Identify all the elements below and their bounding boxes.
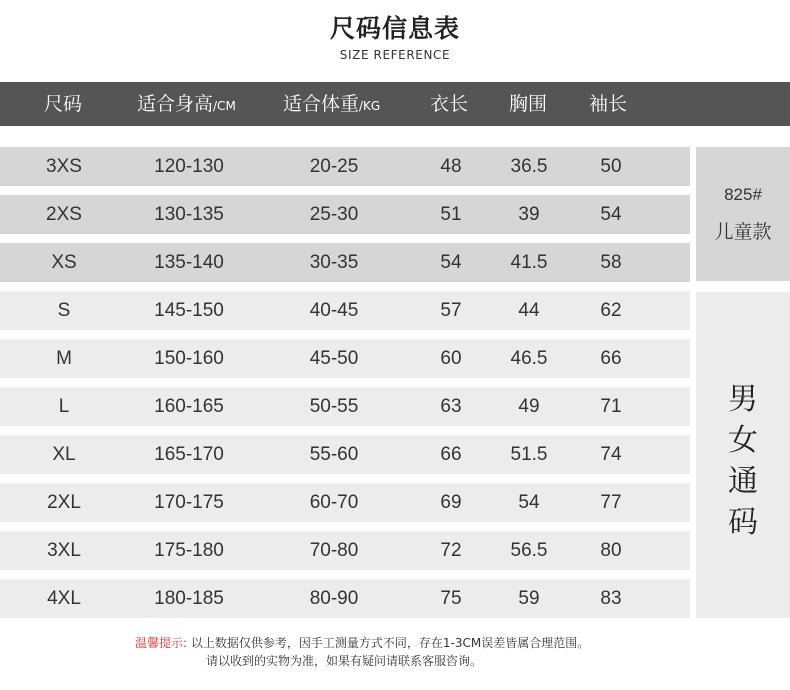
height-cell: 180-185 — [154, 588, 224, 609]
length-cell: 60 — [440, 348, 462, 369]
height-cell: 165-170 — [154, 444, 224, 465]
size-cell: M — [56, 348, 72, 369]
table-row — [0, 195, 690, 234]
warm-tip-label: 温馨提示: — [135, 636, 188, 650]
weight-cell: 40-45 — [309, 300, 359, 321]
sleeve-cell: 58 — [600, 252, 622, 273]
table-row — [0, 291, 690, 330]
length-cell: 48 — [440, 156, 462, 177]
column-header-chest: 胸围 — [509, 93, 548, 115]
length-cell: 66 — [440, 444, 462, 465]
height-cell: 135-140 — [154, 252, 224, 273]
height-cell: 170-175 — [154, 492, 224, 513]
length-cell: 75 — [440, 588, 462, 609]
column-header-weight: 适合体重/KG — [283, 93, 381, 115]
column-header-sleeve: 袖长 — [589, 93, 628, 115]
unisex-char: 通 — [728, 464, 758, 499]
warm-tip — [135, 634, 589, 652]
chest-cell: 49 — [518, 396, 540, 417]
weight-cell: 60-70 — [309, 492, 359, 513]
length-cell: 63 — [440, 396, 462, 417]
height-cell: 120-130 — [154, 156, 224, 177]
unisex-group-label — [696, 292, 790, 618]
height-cell: 145-150 — [154, 300, 224, 321]
table-row — [0, 435, 690, 474]
column-header-size: 尺码 — [44, 93, 83, 115]
length-cell: 72 — [440, 540, 462, 561]
unisex-char: 女 — [728, 423, 758, 458]
table-row — [0, 243, 690, 282]
sleeve-cell: 80 — [600, 540, 622, 561]
column-header-height: 适合身高/CM — [137, 93, 236, 115]
size-cell: L — [58, 396, 70, 417]
table-row — [0, 387, 690, 426]
chest-cell: 56.5 — [510, 540, 548, 561]
sleeve-cell: 83 — [600, 588, 622, 609]
weight-cell: 45-50 — [309, 348, 359, 369]
weight-cell: 50-55 — [309, 396, 359, 417]
sleeve-cell: 54 — [600, 204, 622, 225]
column-header-length: 衣长 — [430, 93, 469, 115]
chest-cell: 44 — [518, 300, 540, 321]
table-row — [0, 483, 690, 522]
unisex-char: 码 — [728, 505, 758, 540]
page-title: 尺码信息表 — [329, 14, 460, 43]
length-cell: 69 — [440, 492, 462, 513]
table-row — [0, 531, 690, 570]
sleeve-cell: 74 — [600, 444, 622, 465]
sleeve-cell: 50 — [600, 156, 622, 177]
length-cell: 51 — [440, 204, 462, 225]
table-row — [0, 579, 690, 618]
chest-cell: 46.5 — [510, 348, 548, 369]
size-cell: 2XS — [46, 204, 82, 225]
kids-style-label: 儿童款 — [714, 221, 772, 243]
sleeve-cell: 77 — [600, 492, 622, 513]
size-cell: 2XL — [47, 492, 81, 513]
size-cell: 3XL — [47, 540, 81, 561]
height-cell: 130-135 — [154, 204, 224, 225]
sleeve-cell: 62 — [600, 300, 622, 321]
length-cell: 54 — [440, 252, 462, 273]
kids-model-code: 825# — [724, 185, 762, 204]
sleeve-cell: 71 — [600, 396, 622, 417]
height-cell: 150-160 — [154, 348, 224, 369]
weight-cell: 70-80 — [309, 540, 359, 561]
height-cell: 160-165 — [154, 396, 224, 417]
chest-cell: 54 — [518, 492, 540, 513]
warm-tip-line2: 请以收到的实物为准，如果有疑问请联系客服咨询。 — [206, 654, 483, 668]
weight-cell: 20-25 — [309, 156, 359, 177]
chest-cell: 41.5 — [510, 252, 548, 273]
chest-cell: 39 — [518, 204, 540, 225]
chest-cell: 51.5 — [510, 444, 548, 465]
height-cell: 175-180 — [154, 540, 224, 561]
chest-cell: 59 — [518, 588, 540, 609]
size-cell: 4XL — [47, 588, 81, 609]
size-cell: XS — [51, 252, 77, 273]
table-row — [0, 147, 690, 186]
page-subtitle: SIZE REFERENCE — [339, 48, 451, 62]
table-header — [0, 82, 790, 126]
length-cell: 57 — [440, 300, 462, 321]
size-cell: 3XS — [46, 156, 82, 177]
size-cell: XL — [52, 444, 76, 465]
kids-group-label — [696, 147, 790, 281]
weight-cell: 25-30 — [309, 204, 359, 225]
size-cell: S — [57, 300, 71, 321]
weight-cell: 30-35 — [309, 252, 359, 273]
table-row — [0, 339, 690, 378]
unisex-char: 男 — [728, 382, 758, 417]
sleeve-cell: 66 — [600, 348, 622, 369]
weight-cell: 55-60 — [309, 444, 359, 465]
warm-tip-line1: 以上数据仅供参考，因手工测量方式不同，存在1-3CM误差皆属合理范围。 — [190, 636, 590, 650]
chest-cell: 36.5 — [510, 156, 548, 177]
weight-cell: 80-90 — [309, 588, 359, 609]
